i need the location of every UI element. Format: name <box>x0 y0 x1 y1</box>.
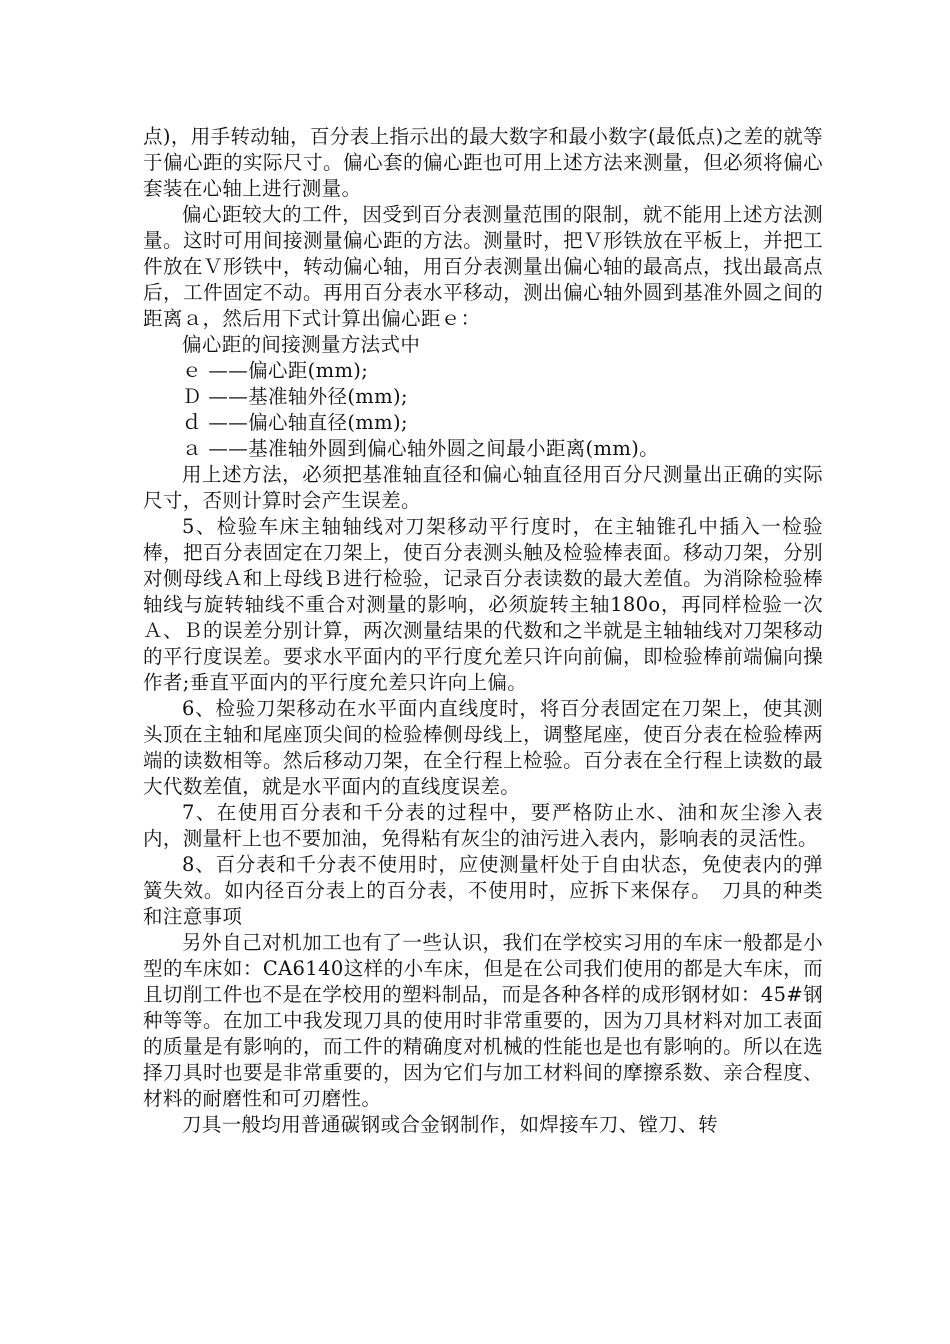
paragraph-3: 用上述方法，必须把基准轴直径和偏心轴直径用百分尺测量出正确的实际尺寸，否则计算时会产生误差。 <box>143 463 823 512</box>
paragraph-2: 偏心距较大的工件，因受到百分表测量范围的限制，就不能用上述方法测量。这时可用间接测量偏心距的方法。测量时，把Ｖ形铁放在平板上，并把工件放在Ｖ形铁中，转动偏心轴，用百分表测量出偏心轴的最高点，找出最高点后，工件固定不动。再用百分表水平移动，测出偏心轴外圆到基准外圆之间的距离ａ，然后用下式计算出偏心距ｅ： <box>143 203 823 330</box>
paragraph-item-5: 5、检验车床主轴轴线对刀架移动平行度时，在主轴锥孔中插入一检验棒，把百分表固定在刀架上，使百分表测头触及检验棒表面。移动刀架，分别对侧母线Ａ和上母线Ｂ进行检验，记录百分表读数的最大差值。为消除检验棒轴线与旋转轴线不重合对测量的影响，必须旋转主轴180o，再同样检验一次Ａ、Ｂ的误差分别计算，两次测量结果的代数和之半就是主轴轴线对刀架移动的平行度误差。要求水平面内的平行度允差只许向前偏，即检验棒前端偏向操作者;垂直平面内的平行度允差只许向上偏。 <box>143 515 823 694</box>
paragraph-item-6: 6、检验刀架移动在水平面内直线度时，将百分表固定在刀架上，使其测头顶在主轴和尾座顶尖间的检验棒侧母线上，调整尾座，使百分表在检验棒两端的读数相等。然后移动刀架，在全行程上检验。百分表在全行程上读数的最大代数差值，就是水平面内的直线度误差。 <box>143 697 823 798</box>
paragraph-item-8: 8、百分表和千分表不使用时，应使测量杆处于自由状态，免使表内的弹簧失效。如内径百分表上的百分表，不使用时，应拆下来保存。 刀具的种类和注意事项 <box>143 853 823 928</box>
variable-definition-d: ｄ ——偏心轴直径(mm); <box>182 411 408 434</box>
variable-definition-D: Ｄ ——基准轴外径(mm); <box>182 385 408 408</box>
paragraph-item-7: 7、在使用百分表和千分表的过程中，要严格防止水、油和灰尘渗入表内，测量杆上也不要加油，免得粘有灰尘的油污进入表内，影响表的灵活性。 <box>143 801 823 850</box>
variable-definition-a: ａ ——基准轴外圆到偏心轴外圆之间最小距离(mm)。 <box>182 437 659 460</box>
variable-definition-e: ｅ ——偏心距(mm); <box>182 359 369 382</box>
formula-caption: 偏心距的间接测量方法式中 <box>182 333 421 356</box>
paragraph-tools: 刀具一般均用普通碳钢或合金钢制作，如焊接车刀、镗刀、转 <box>182 1113 718 1136</box>
document-page <box>143 124 823 1138</box>
paragraph-1: 点)，用手转动轴，百分表上指示出的最大数字和最小数字(最低点)之差的就等于偏心距的实际尺寸。偏心套的偏心距也可用上述方法来测量，但必须将偏心套装在心轴上进行测量。 <box>143 125 823 200</box>
paragraph-machining: 另外自己对机加工也有了一些认识，我们在学校实习用的车床一般都是小型的车床如：CA6140这样的小车床，但是在公司我们使用的都是大车床，而且切削工件也不是在学校用的塑料制品，而是各种各样的成形钢材如：45#钢种等等。在加工中我发现刀具的使用时非常重要的，因为刀具材料对加工表面的质量是有影响的，而工件的精确度对机械的性能也是也有影响的。所以在选择刀具时也要是非常重要的，因为它们与加工材料间的摩擦系数、亲合程度、材料的耐磨性和可刃磨性。 <box>143 931 823 1110</box>
